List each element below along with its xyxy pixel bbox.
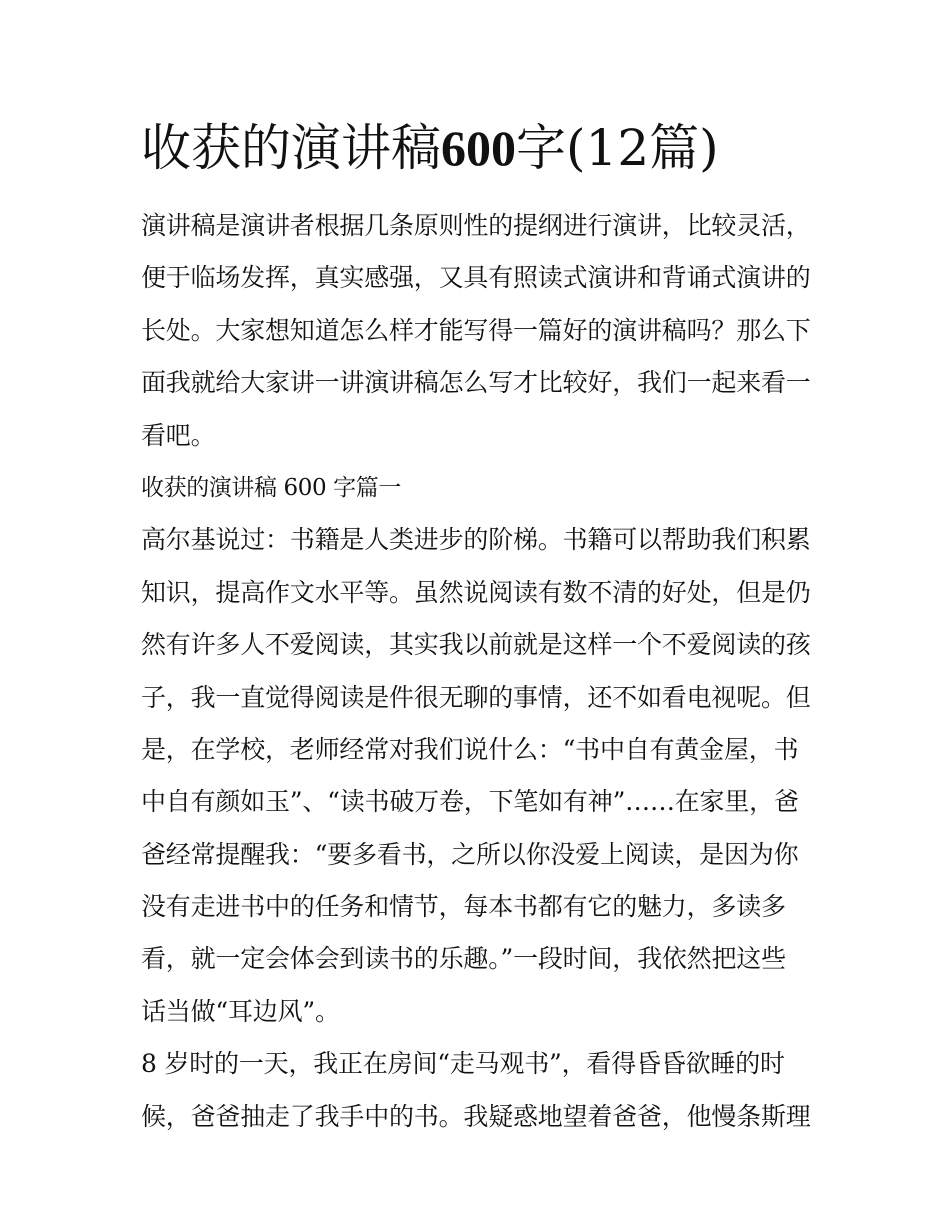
- paragraph-line: 中自有颜如玉”、“读书破万卷，下笔如有神”……在家里，爸: [141, 787, 799, 817]
- title-number: 600: [441, 120, 516, 176]
- intro-line: 演讲稿是演讲者根据几条原则性的提纲进行演讲，比较灵活，: [141, 211, 811, 240]
- document-title: [141, 108, 816, 188]
- paragraph-line: 然有许多人不爱阅读，其实我以前就是这样一个不爱阅读的孩: [141, 630, 811, 660]
- section-heading: 收获的演讲稿 600 字篇一: [141, 474, 401, 501]
- paragraph-line: 话当做“耳边风”。: [141, 996, 340, 1026]
- title-text-start: 收获的演讲稿: [141, 119, 441, 177]
- intro-line: 面我就给大家讲一讲演讲稿怎么写才比较好，我们一起来看一: [141, 368, 811, 398]
- intro-line: 看吧。: [141, 420, 216, 450]
- title-text-end: 字(12篇): [516, 119, 719, 177]
- intro-line: 便于临场发挥，真实感强，又具有照读式演讲和背诵式演讲的: [141, 263, 811, 293]
- intro-line: 长处。大家想知道怎么样才能写得一篇好的演讲稿吗？那么下: [141, 315, 811, 345]
- paragraph-line: 子，我一直觉得阅读是件很无聊的事情，还不如看电视呢。但: [141, 682, 811, 712]
- paragraph-line: 知识，提高作文水平等。虽然说阅读有数不清的好处，但是仍: [141, 577, 811, 607]
- document-body: [141, 108, 816, 1143]
- paragraph-line: 看，就一定会体会到读书的乐趣。”一段时间，我依然把这些: [141, 944, 786, 974]
- paragraph-line: 是，在学校，老师经常对我们说什么：“书中自有黄金屋，书: [141, 734, 799, 764]
- paragraph-line: 候，爸爸抽走了我手中的书。我疑惑地望着爸爸，他慢条斯理: [141, 1101, 811, 1131]
- paragraph-line: 没有走进书中的任务和情节，每本书都有它的魅力，多读多: [141, 892, 786, 922]
- text-lines: [141, 200, 816, 1143]
- paragraph-line: 爸经常提醒我：“要多看书，之所以你没爱上阅读，是因为你: [141, 839, 799, 869]
- paragraph-line: 8 岁时的一天，我正在房间“走马观书”，看得昏昏欲睡的时: [141, 1049, 785, 1079]
- paragraph-line: 高尔基说过：书籍是人类进步的阶梯。书籍可以帮助我们积累: [141, 525, 811, 555]
